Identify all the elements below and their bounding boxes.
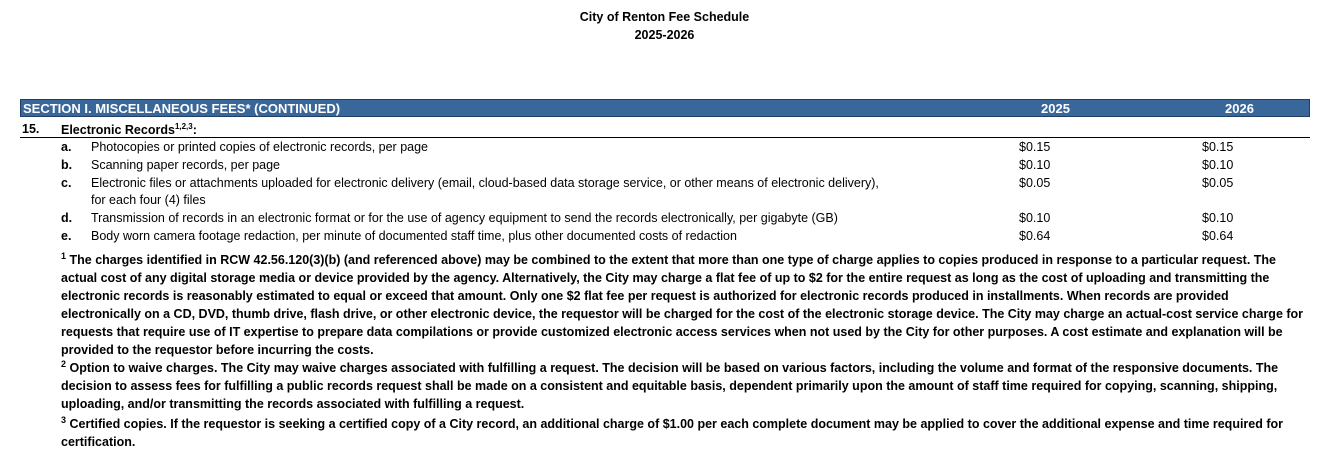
category-colon: :	[192, 123, 197, 137]
category-number: 15.	[22, 122, 40, 136]
footnote-marker: 1	[61, 251, 67, 261]
item-fee-2026: $0.05	[1202, 176, 1234, 190]
item-letter: a.	[61, 140, 72, 154]
footnote-text: The charges identified in RCW 42.56.120(3)(b) (and referenced above) may be combined to the extent that more than one type of charge applies to copies produced in response to a particular request. The actual cost of any digital storage media or device provided by the agency. Alternatively, the City may charge a flat fee of up to $2 for the entire request as long as the cost of uploading and transmitting the electronic records is reasonably estimated to equal or exceed that amount. Only one $2 flat fee per request is authorized for electronic records produced in installments. When records are provided electronically on a CD, DVD, thumb drive, flash drive, or other electronic device, the requestor will be charged for the cost of the electronic storage device. The City may charge an actual-cost service charge for requests that require use of IT expertise to prepare data compilations or provide customized electronic access services when not used by the City for other purposes. A cost estimate and explanation will be provided to the requestor before incurring the costs.	[61, 253, 1304, 357]
section-title: SECTION I. MISCELLANEOUS FEES* (CONTINUED)	[23, 101, 341, 116]
footnote-marker: 2	[61, 359, 67, 369]
column-header-2026: 2026	[1225, 101, 1254, 116]
item-fee-2025: $0.15	[1019, 140, 1051, 154]
document-years: 2025-2026	[634, 28, 695, 42]
footnote-marker: 3	[61, 415, 67, 425]
fee-category-row	[20, 122, 1310, 138]
item-description: Scanning paper records, per page	[91, 158, 281, 172]
section-header-bar	[20, 99, 1310, 117]
document-title: City of Renton Fee Schedule	[579, 10, 750, 24]
category-name-group	[61, 122, 197, 137]
item-letter: c.	[61, 176, 72, 190]
item-fee-2025: $0.05	[1019, 176, 1051, 190]
category-footnote-refs: 1,2,3	[174, 122, 193, 131]
item-fee-2025: $0.64	[1019, 229, 1051, 243]
category-name: Electronic Records	[61, 123, 175, 137]
item-letter: d.	[61, 211, 73, 225]
item-fee-2025: $0.10	[1019, 158, 1051, 172]
footnote-2	[61, 355, 1311, 413]
item-fee-2026: $0.64	[1202, 229, 1234, 243]
item-description-continued: for each four (4) files	[91, 193, 206, 207]
fee-item-a	[0, 140, 1329, 156]
footnote-text: Certified copies. If the requestor is seeking a certified copy of a City record, an additional charge of $1.00 per each complete document may be applied to cover the additional expense and time required for certification.	[61, 417, 1284, 449]
item-description: Electronic files or attachments uploaded for electronic delivery (email, cloud-based data storage service, or other means of electronic delivery),	[91, 176, 879, 190]
column-header-2025: 2025	[1041, 101, 1070, 116]
fee-item-b	[0, 158, 1329, 174]
footnote-1	[61, 247, 1311, 359]
item-fee-2026: $0.15	[1202, 140, 1234, 154]
item-fee-2026: $0.10	[1202, 211, 1234, 225]
fee-item-d	[0, 211, 1329, 227]
fee-item-c	[0, 176, 1329, 192]
item-fee-2026: $0.10	[1202, 158, 1234, 172]
item-description: Photocopies or printed copies of electronic records, per page	[91, 140, 428, 154]
footnote-text: Option to waive charges. The City may waive charges associated with fulfilling a request. The decision will be based on various factors, including the volume and format of the responsive documents. The decision to assess fees for fulfilling a public records request shall be made on a consistent and equitable basis, dependent primarily upon the amount of staff time required for copying, scanning, shipping, uploading, and/or transmitting the records associated with fulfilling a request.	[61, 361, 1279, 411]
footnote-3	[61, 411, 1311, 451]
fee-item-c-continued	[0, 193, 1329, 209]
item-description: Transmission of records in an electronic format or for the use of agency equipment to send the records electronically, per gigabyte (GB)	[91, 211, 838, 225]
item-letter: b.	[61, 158, 73, 172]
item-fee-2025: $0.10	[1019, 211, 1051, 225]
item-letter: e.	[61, 229, 72, 243]
fee-item-e	[0, 229, 1329, 245]
item-description: Body worn camera footage redaction, per minute of documented staff time, plus other documented costs of redaction	[91, 229, 737, 243]
